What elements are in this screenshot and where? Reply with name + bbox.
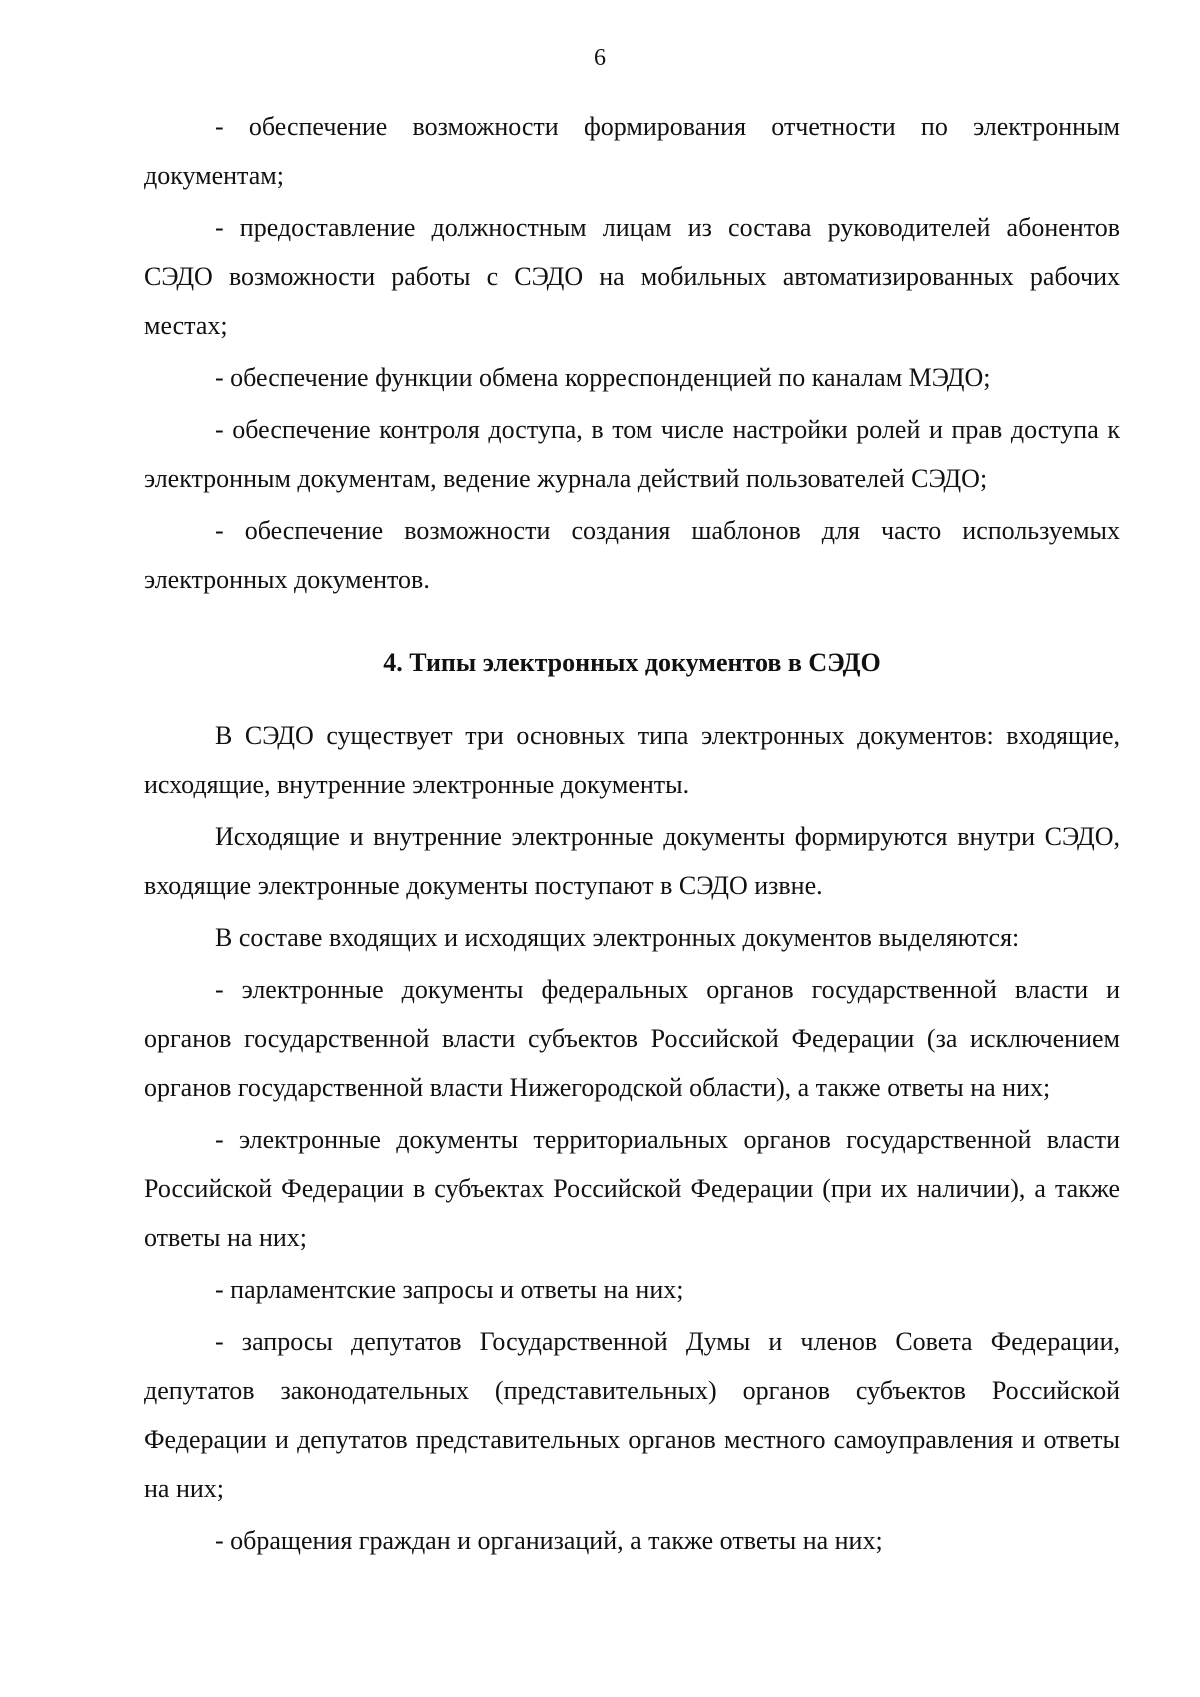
section-heading: 4. Типы электронных документов в СЭДО xyxy=(383,648,881,677)
paragraph-mobile-workplaces: - предоставление должностным лицам из состава руководителей абонентов СЭДО возможности работы с СЭДО на мобильных автоматизированных рабочих местах; xyxy=(144,213,1120,340)
paragraph-outgoing-internal: Исходящие и внутренние электронные документы формируются внутри СЭДО, входящие электронные документы поступают в СЭДО извне. xyxy=(144,822,1120,900)
paragraph-access-control: - обеспечение контроля доступа, в том числе настройки ролей и прав доступа к электронным документам, ведение журнала действий пользователей СЭДО; xyxy=(144,415,1120,493)
paragraph-medo-exchange: - обеспечение функции обмена корреспонденцией по каналам МЭДО; xyxy=(215,363,991,392)
page-number: 6 xyxy=(594,45,606,71)
document-body xyxy=(144,102,1120,1568)
paragraph-templates: - обеспечение возможности создания шаблонов для часто используемых электронных документов. xyxy=(144,516,1120,594)
paragraph-reporting: - обеспечение возможности формирования отчетности по электронным документам; xyxy=(144,112,1120,190)
paragraph-citizen-appeals: - обращения граждан и организаций, а также ответы на них; xyxy=(215,1526,883,1555)
paragraph-deputy-requests: - запросы депутатов Государственной Думы и членов Совета Федерации, депутатов законодательных (представительных) органов субъектов Российской Федерации и депутатов представительных органов местного самоуправления и ответы на них; xyxy=(144,1327,1120,1503)
paragraph-parliamentary-requests: - парламентские запросы и ответы на них; xyxy=(215,1275,684,1304)
paragraph-composition: В составе входящих и исходящих электронных документов выделяются: xyxy=(215,923,1020,952)
paragraph-document-types: В СЭДО существует три основных типа электронных документов: входящие, исходящие, внутренние электронные документы. xyxy=(144,721,1120,799)
paragraph-federal-authorities: - электронные документы федеральных органов государственной власти и органов государственной власти субъектов Российской Федерации (за исключением органов государственной власти Нижегородской области), а также ответы на них; xyxy=(144,975,1120,1102)
paragraph-territorial-authorities: - электронные документы территориальных органов государственной власти Российской Федерации в субъектах Российской Федерации (при их наличии), а также ответы на них; xyxy=(144,1125,1120,1252)
